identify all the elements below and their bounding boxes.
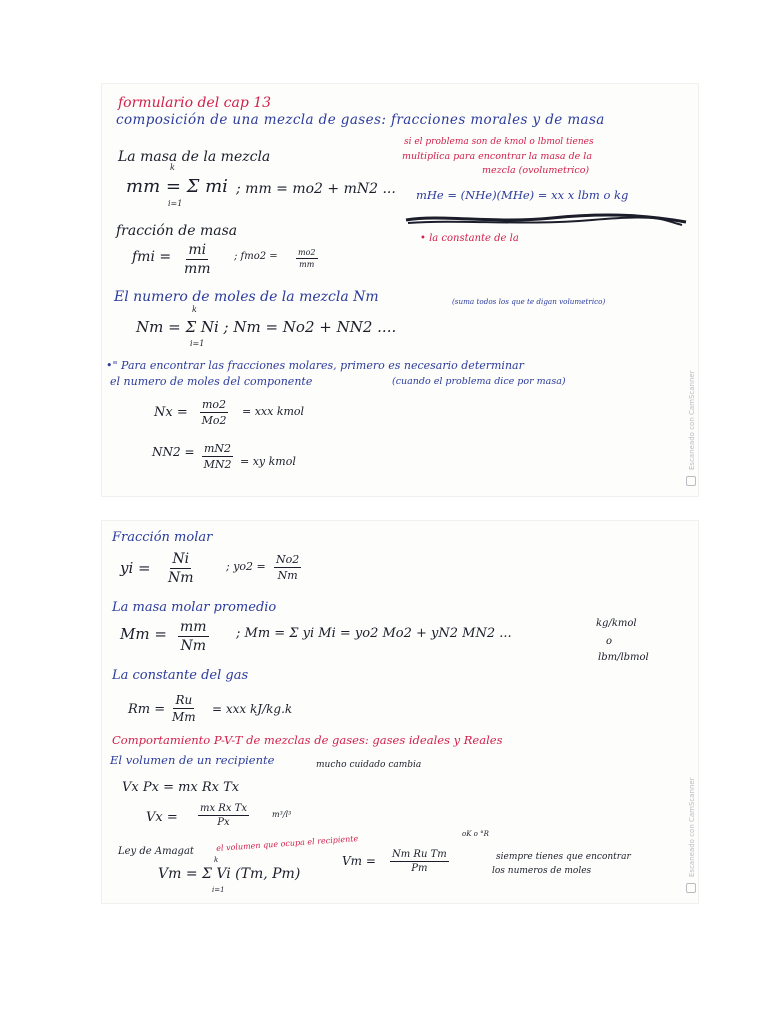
unit-or: o bbox=[606, 636, 613, 647]
notebook-page-2 bbox=[102, 521, 698, 903]
vx-unit: m³/l³ bbox=[272, 810, 292, 819]
instruction-line-2-note: (cuando el problema dice por masa) bbox=[392, 376, 566, 387]
yi-fraction bbox=[168, 551, 194, 586]
vm-note-line-1: siempre tienes que encontrar bbox=[496, 852, 631, 862]
vx-lhs: Vx = bbox=[146, 810, 178, 825]
volume-line: El volumen de un recipiente bbox=[110, 753, 275, 767]
yo2-fraction bbox=[274, 553, 301, 582]
vm-fraction bbox=[390, 849, 449, 874]
rm-denominator: Mm bbox=[172, 710, 196, 724]
mass-fraction-denominator: mm bbox=[184, 261, 211, 277]
mass-sum-equation: mm = Σ mi bbox=[126, 176, 228, 197]
amagat-note: el volumen que ocupa el recipiente bbox=[215, 834, 359, 853]
mass-fraction-numerator: mi bbox=[188, 242, 207, 258]
gas-constant-heading: La constante del gas bbox=[112, 668, 249, 683]
mass-note-line-3: mezcla (ovolumetrico) bbox=[482, 165, 590, 176]
constant-note: • la constante de la bbox=[420, 233, 519, 244]
amagat-law-label: Ley de Amagat bbox=[118, 846, 194, 857]
vm-sum-upper-limit: k bbox=[214, 856, 219, 864]
camscanner-icon bbox=[686, 883, 696, 893]
rm-result: = xxx kJ/kg.k bbox=[212, 702, 293, 716]
moles-heading: El numero de moles de la mezcla Nm bbox=[114, 289, 379, 305]
nx-result: = xxx kmol bbox=[242, 405, 305, 418]
scratched-out-text bbox=[402, 210, 690, 230]
yi-lhs: yi = bbox=[120, 559, 151, 577]
nx-fraction bbox=[200, 398, 228, 427]
rm-lhs: Rm = bbox=[128, 702, 166, 717]
unit-lbm-lbmol: lbm/lbmol bbox=[598, 652, 649, 663]
vm-denominator: Pm bbox=[411, 863, 428, 874]
vm-lhs: Vm = bbox=[342, 854, 376, 868]
mm-denominator: Nm bbox=[180, 638, 207, 654]
o2-mass-fraction-denominator: mm bbox=[299, 260, 315, 269]
sum-upper-limit: k bbox=[170, 163, 175, 172]
helium-mass-equation: mHe = (NHe)(MHe) = xx x lbm o kg bbox=[416, 188, 629, 202]
subtitle: composición de una mezcla de gases: fracciones morales y de masa bbox=[116, 112, 605, 128]
vx-numerator: mx Rx Tx bbox=[200, 803, 247, 814]
mass-heading: La masa de la mezcla bbox=[118, 149, 271, 165]
camscanner-icon bbox=[686, 476, 696, 486]
molar-mass-heading: La masa molar promedio bbox=[112, 600, 277, 615]
mm-lhs: Mm = bbox=[120, 625, 167, 643]
mass-note-line-2: multiplica para encontrar la masa de la bbox=[402, 151, 593, 162]
volume-warning: mucho cuidado cambia bbox=[316, 760, 422, 770]
amagat-sum-equation: Vm = Σ Vi (Tm, Pm) bbox=[158, 866, 301, 882]
mm-fraction bbox=[178, 619, 209, 654]
vx-fraction bbox=[198, 803, 249, 828]
mm-numerator: mm bbox=[180, 619, 207, 635]
mass-fraction-heading: fracción de masa bbox=[116, 223, 238, 239]
scanner-watermark-2: Escaneado con CamScanner bbox=[688, 777, 696, 877]
mass-fraction-lhs: fmi = bbox=[132, 249, 172, 265]
yo2-lhs: ; yo2 = bbox=[226, 560, 266, 573]
nn2-lhs: NN2 = bbox=[152, 445, 195, 459]
vm-sum-lower-limit: i=1 bbox=[212, 886, 225, 894]
mass-note-line-1: si el problema son de kmol o lbmol tienes bbox=[404, 137, 594, 147]
yo2-denominator: Nm bbox=[277, 569, 298, 582]
nx-numerator: mo2 bbox=[202, 398, 227, 411]
mass-addition-equation: ; mm = mo2 + mN2 ... bbox=[236, 181, 396, 197]
moles-sum-lower-limit: i=1 bbox=[190, 339, 205, 348]
nn2-denominator: MN2 bbox=[203, 458, 232, 471]
o2-mass-fraction-fraction bbox=[296, 248, 318, 269]
molar-fraction-heading: Fracción molar bbox=[112, 530, 213, 545]
rm-fraction bbox=[172, 693, 196, 724]
nx-denominator: Mo2 bbox=[201, 414, 227, 427]
instruction-line-1: •" Para encontrar las fracciones molares, primero es necesario determinar bbox=[106, 359, 524, 372]
sum-lower-limit: i=1 bbox=[168, 199, 183, 208]
mass-fraction-fraction bbox=[184, 242, 211, 277]
scanner-watermark-1: Escaneado con CamScanner bbox=[688, 370, 696, 470]
nn2-fraction bbox=[202, 442, 233, 471]
o2-mass-fraction-numerator: mo2 bbox=[298, 248, 316, 257]
nx-lhs: Nx = bbox=[154, 405, 188, 420]
moles-sum-equation: Nm = Σ Ni ; Nm = No2 + NN2 .... bbox=[136, 318, 397, 336]
vm-numerator: Nm Ru Tm bbox=[392, 849, 447, 860]
mm-average-equation: ; Mm = Σ yi Mi = yo2 Mo2 + yN2 MN2 ... bbox=[236, 626, 512, 641]
ideal-gas-equation: Vx Px = mx Rx Tx bbox=[122, 780, 240, 795]
vx-denominator: Px bbox=[217, 817, 230, 828]
pvt-heading: Comportamiento P-V-T de mezclas de gases: gases ideales y Reales bbox=[112, 733, 503, 747]
moles-sum-upper-limit: k bbox=[192, 305, 197, 314]
instruction-line-2: el numero de moles del componente bbox=[110, 375, 313, 388]
o2-mass-fraction-lhs: ; fmo2 = bbox=[234, 251, 278, 262]
nn2-result: = xy kmol bbox=[240, 455, 296, 468]
temperature-units: oK o °R bbox=[462, 830, 489, 838]
yo2-numerator: No2 bbox=[276, 553, 300, 566]
unit-kg-kmol: kg/kmol bbox=[596, 618, 637, 629]
nn2-numerator: mN2 bbox=[204, 442, 232, 455]
yi-denominator: Nm bbox=[168, 570, 194, 586]
moles-note: (suma todos los que te digan volumetrico) bbox=[452, 297, 606, 306]
notebook-page-1 bbox=[102, 84, 698, 496]
rm-numerator: Ru bbox=[175, 693, 193, 707]
page-title: formulario del cap 13 bbox=[118, 95, 272, 111]
vm-note-line-2: los numeros de moles bbox=[492, 866, 592, 876]
yi-numerator: Ni bbox=[172, 551, 190, 567]
